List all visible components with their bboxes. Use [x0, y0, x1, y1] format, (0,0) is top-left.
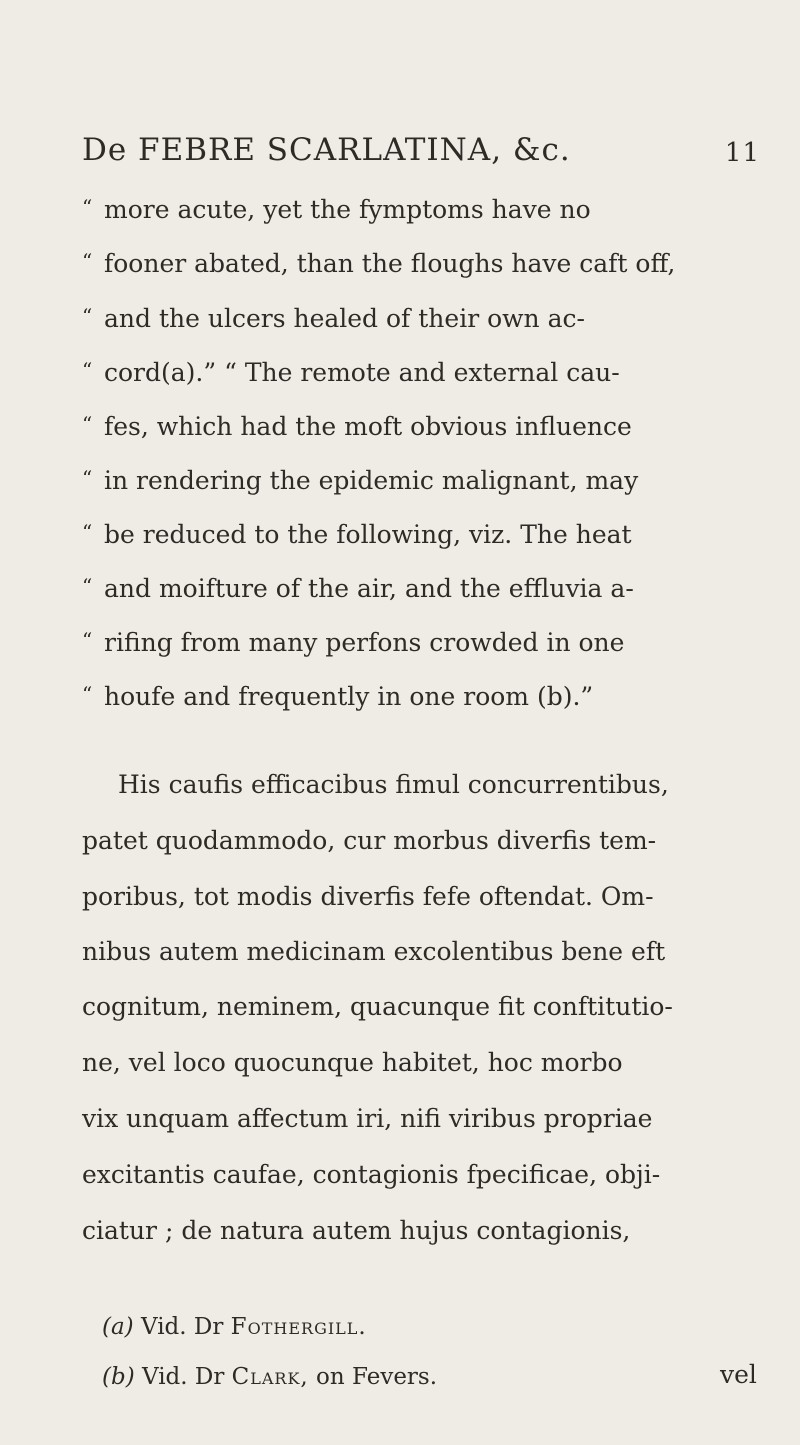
footnote-a: (a) Vid. Dr Fothergill.: [102, 1314, 367, 1340]
paragraph-line: ne, vel loco quocunque habitet, hoc morbo: [82, 1048, 623, 1077]
paragraph-line: ciatur ; de natura autem hujus contagionis,: [82, 1216, 631, 1245]
paragraph-line: excitantis caufae, contagionis fpecificae, obji-: [82, 1160, 661, 1189]
paragraph-line: nibus autem medicinam excolentibus bene eft: [82, 937, 666, 966]
quote-line: “ houfe and frequently in one room (b).”: [82, 682, 594, 711]
paragraph-line: poribus, tot modis diverfis fefe oftendat. Om-: [82, 882, 654, 911]
quote-line: “ fes, which had the moft obvious influence: [82, 412, 632, 441]
quote-line: “ fooner abated, than the floughs have caft off,: [82, 249, 676, 278]
quote-line: “ more acute, yet the fymptoms have no: [82, 195, 591, 224]
paragraph-line: patet quodammodo, cur morbus diverfis tem-: [82, 826, 657, 855]
quote-line: “ in rendering the epidemic malignant, may: [82, 466, 639, 495]
paragraph-line: vix unquam affectum iri, nifi viribus propriae: [82, 1104, 653, 1133]
quote-line: “ and moifture of the air, and the effluvia a-: [82, 574, 634, 603]
footnote-b: (b) Vid. Dr Clark, on Fevers.: [102, 1364, 438, 1390]
catchword: vel: [720, 1360, 757, 1389]
page-number: 11: [724, 138, 760, 168]
quote-line: “ rifing from many perfons crowded in one: [82, 628, 625, 657]
quote-line: “ and the ulcers healed of their own ac-: [82, 304, 585, 333]
quote-line: “ cord(a).” “ The remote and external cau-: [82, 358, 620, 387]
running-header: [82, 132, 760, 168]
quote-line: “ be reduced to the following, viz. The heat: [82, 520, 632, 549]
paragraph-line: His caufis efficacibus fimul concurrentibus,: [118, 770, 669, 799]
header-title: De FEBRE SCARLATINA, &c.: [82, 132, 571, 168]
paragraph-line: cognitum, neminem, quacunque fit conftitutio-: [82, 992, 673, 1021]
